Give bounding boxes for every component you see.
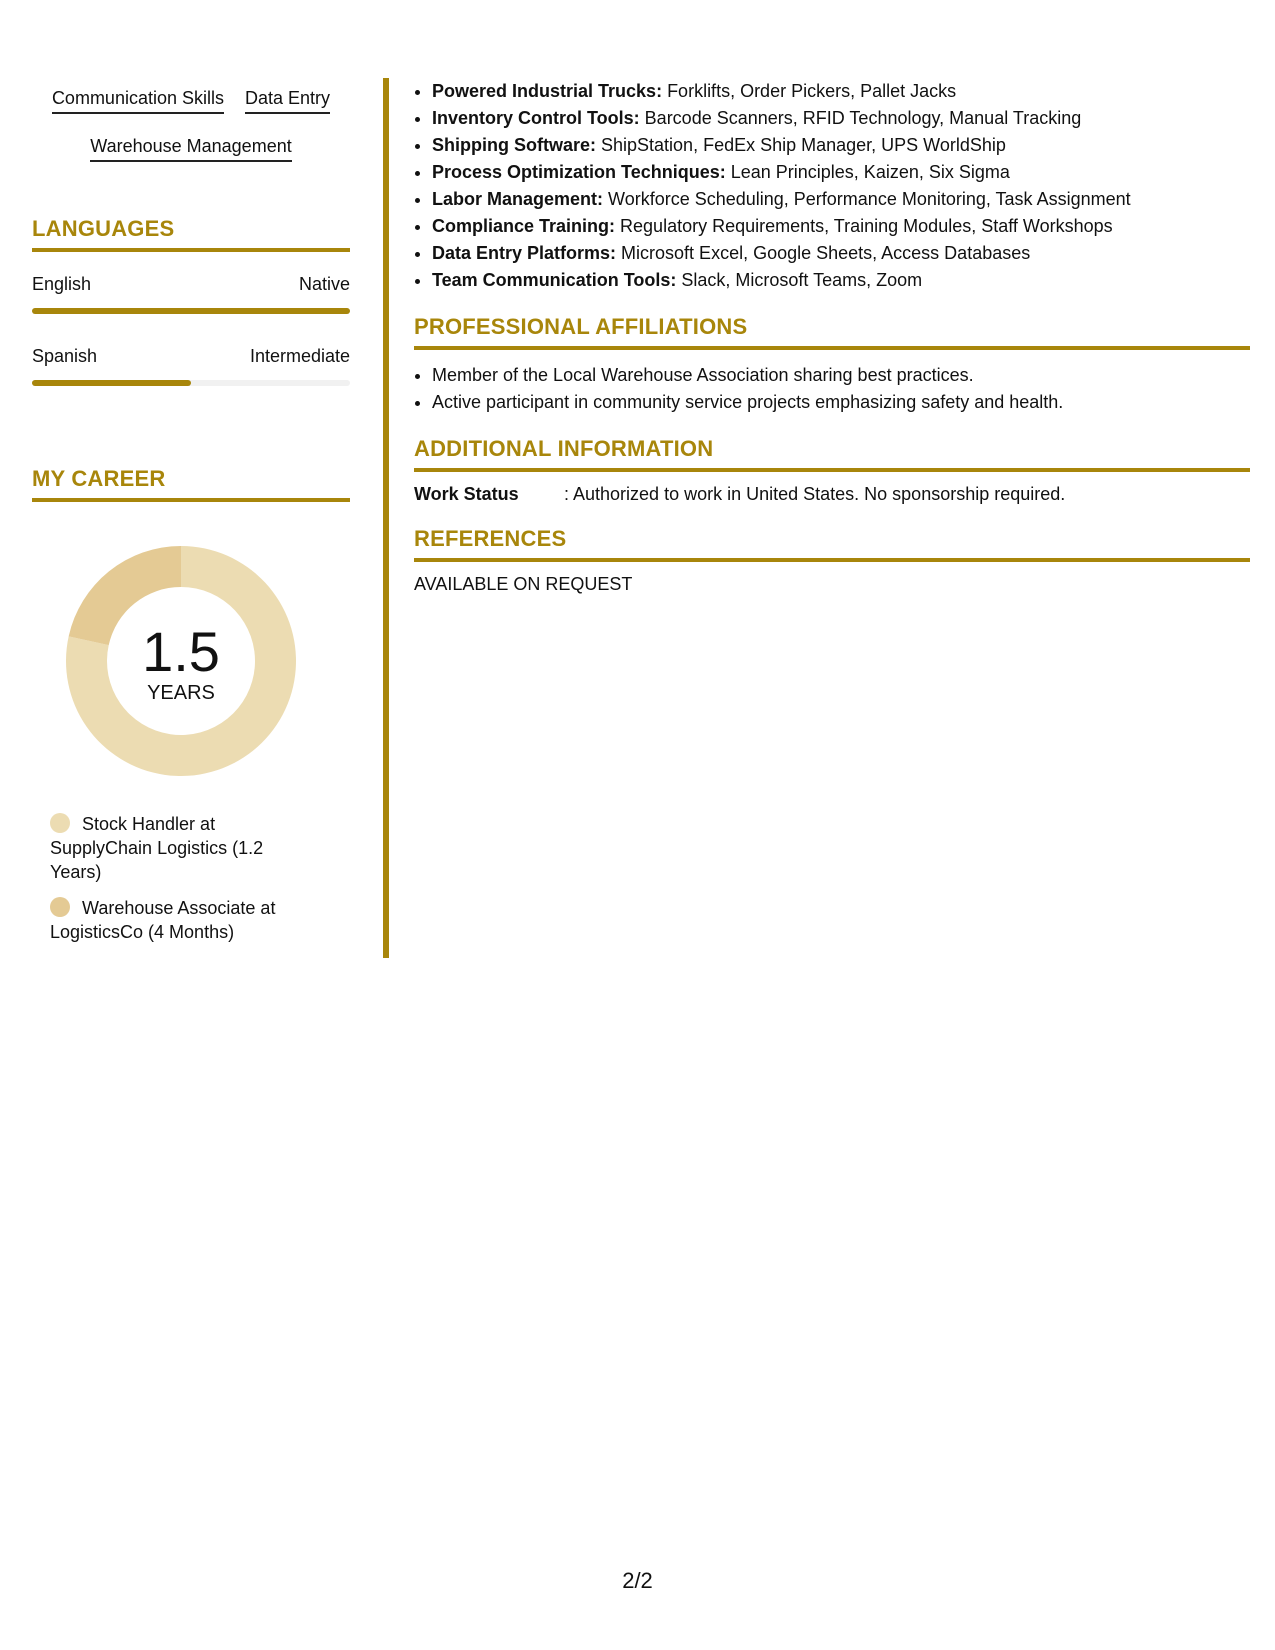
career-donut-chart [66,546,296,776]
tool-label: Powered Industrial Trucks: [432,81,663,101]
language-bar-fill [32,308,350,314]
tool-text: ShipStation, FedEx Ship Manager, UPS WorldShip [596,135,1006,155]
tool-label: Process Optimization Techniques: [432,162,726,182]
tool-item [432,132,1250,159]
tool-text: Workforce Scheduling, Performance Monitoring, Task Assignment [603,189,1131,209]
career-legend [50,812,300,944]
language-bar-fill [32,380,191,386]
tool-item [432,78,1250,105]
right-column [414,78,1250,595]
left-column [32,78,350,956]
languages-heading: LANGUAGES [32,216,350,252]
tool-text: Lean Principles, Kaizen, Six Sigma [725,162,1010,182]
additional-section [414,436,1250,506]
affiliations-section [414,314,1250,416]
language-level: Intermediate [249,346,350,366]
legend-item [50,896,300,944]
info-label: Work Status [414,484,519,504]
info-row [414,482,1250,506]
tool-item [432,240,1250,267]
career-heading: MY CAREER [32,466,350,502]
tool-item [432,267,1250,294]
legend-item [50,812,300,884]
tool-label: Data Entry Platforms: [432,243,617,263]
legend-label: Stock Handler at SupplyChain Logistics (1.2 Years) [50,814,264,882]
tool-item [432,186,1250,213]
affiliations-list [414,362,1250,416]
legend-dot [50,897,70,917]
language-item [32,344,350,386]
tool-text: Barcode Scanners, RFID Technology, Manual Tracking [639,108,1082,128]
tool-label: Shipping Software: [432,135,596,155]
references-heading: REFERENCES [414,526,1250,562]
references-text: AVAILABLE ON REQUEST [414,574,633,594]
list-item: • Member of the Local Warehouse Association sharing best practices. [432,362,1250,389]
page-number: 2/2 [622,1568,653,1593]
tool-text: Forklifts, Order Pickers, Pallet Jacks [662,81,957,101]
tool-label: Team Communication Tools: [432,270,677,290]
skill-tag: Communication Skills [52,86,224,114]
tool-label: Labor Management: [432,189,604,209]
tool-text: Microsoft Excel, Google Sheets, Access Databases [616,243,1031,263]
info-value: : Authorized to work in United States. No sponsorship required. [564,484,1066,504]
tool-label: Inventory Control Tools: [432,108,640,128]
tools-list [414,78,1250,294]
tool-text: Regulatory Requirements, Training Modules, Staff Workshops [615,216,1113,236]
language-name: Spanish [32,346,98,366]
skills-tags [32,78,350,174]
skill-tag: Data Entry [245,86,330,114]
tool-item [432,159,1250,186]
tool-item [432,105,1250,132]
career-total-years: 1.5 [142,620,220,683]
language-name: English [32,274,92,294]
skill-tag: Warehouse Management [90,134,291,162]
language-item [32,272,350,314]
language-level: Native [298,274,350,294]
references-section [414,526,1250,595]
column-divider [383,78,389,958]
list-item: • Active participant in community service projects emphasizing safety and health. [432,389,1250,416]
language-bar [32,308,350,314]
additional-heading: ADDITIONAL INFORMATION [414,436,1250,472]
career-unit: YEARS [147,682,215,704]
languages-section [32,216,350,386]
affiliations-heading: PROFESSIONAL AFFILIATIONS [414,314,1250,350]
legend-label: Warehouse Associate at LogisticsCo (4 Months) [50,898,276,942]
tool-label: Compliance Training: [432,216,616,236]
tool-item [432,213,1250,240]
tool-text: Slack, Microsoft Teams, Zoom [676,270,923,290]
career-section [32,466,350,944]
language-bar [32,380,350,386]
legend-dot [50,813,70,833]
